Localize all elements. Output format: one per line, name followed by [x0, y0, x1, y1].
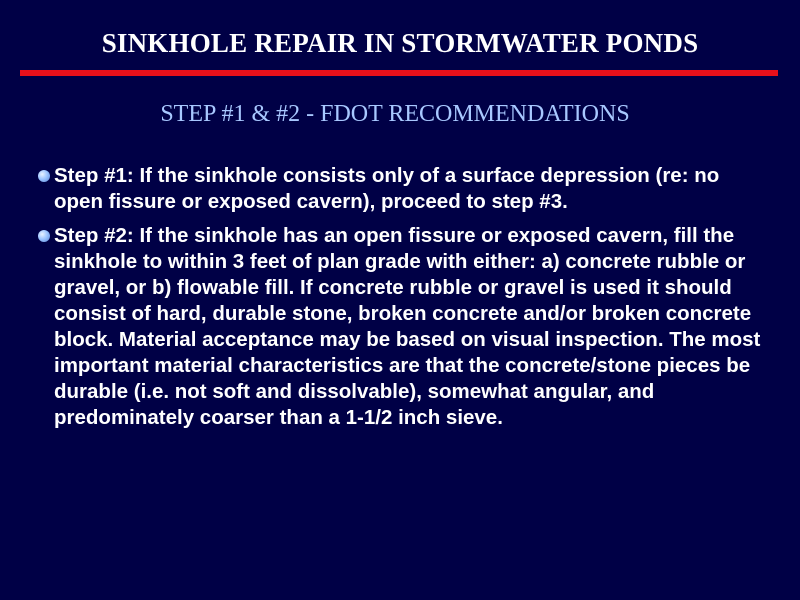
bullet-text: Step #2: If the sinkhole has an open fissure or exposed cavern, fill the sinkhole to within 3 feet of plan grade with either: a) concrete rubble or gravel, or b) flowable fill. If concrete rubble or gravel is used it should consist of hard, durable stone, broken concrete and/or broken concrete block. Material acceptance may be based on visual inspection. The most important material characteristics are that the concrete/stone pieces be durable (i.e. not soft and dissolvable), somewhat angular, and predominately coarser than a 1-1/2 inch sieve.	[54, 224, 761, 429]
slide-title: SINKHOLE REPAIR IN STORMWATER PONDS	[101, 28, 699, 58]
bullet-text: Step #1: If the sinkhole consists only of a surface depression (re: no open fissure or exposed cavern), proceed to step #3.	[54, 164, 720, 213]
bullet-dot-icon	[38, 170, 50, 182]
bullet-item-step-2	[36, 223, 766, 431]
title-divider	[20, 70, 778, 76]
bullet-list	[36, 163, 766, 439]
bullet-item-step-1	[36, 163, 766, 215]
bullet-dot-icon	[38, 230, 50, 242]
slide-subtitle: STEP #1 & #2 - FDOT RECOMMENDATIONS	[160, 101, 630, 127]
